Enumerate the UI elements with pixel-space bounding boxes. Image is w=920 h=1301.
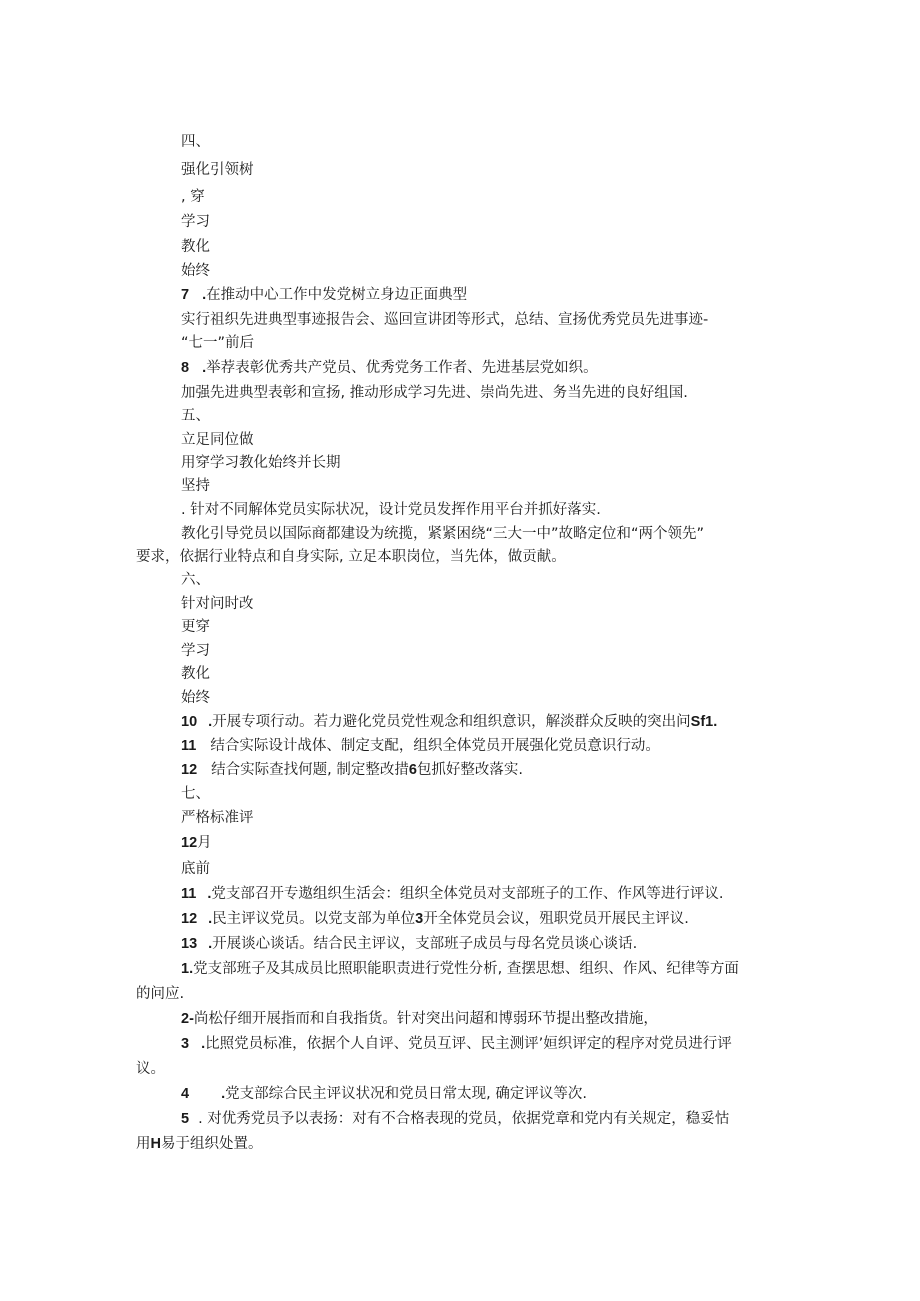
numbered-item: 2-尚松仔细开展指而和自我指货。针对突出问超和博弱环节提出整改措施， <box>181 1011 658 1027</box>
text-line: 坚持 <box>181 478 210 494</box>
text-line: 学习 <box>181 643 210 659</box>
paragraph-line: 的问应. <box>136 986 185 1002</box>
numbered-item: 8 .举荐表彰优秀共产党员、优秀党务工作者、先进基层党如织。 <box>181 360 598 376</box>
numbered-item: 12 结合实际查找何题, 制定整改措6包抓好整改落实. <box>181 762 524 778</box>
text-line: 立足同位做 <box>181 432 254 448</box>
section-heading: 七、 <box>181 786 210 802</box>
numbered-item: 13 .开展谈心谈话。结合民主评议，支部班子成员与母名党员谈心谈话. <box>181 936 638 952</box>
text-line: 学习 <box>181 214 210 230</box>
text-line: 强化引领树 <box>181 162 254 178</box>
section-heading: 四、 <box>181 134 210 150</box>
text-line: 12月 <box>181 835 212 851</box>
text-line: 底前 <box>181 861 210 877</box>
numbered-item: 12 .民主评议党员。以党支部为单位3开全体党员会议，殂职党员开展民主评议. <box>181 911 689 927</box>
text-line: 始终 <box>181 690 210 706</box>
numbered-item: 10 .开展专项行动。若力避化党员党性观念和组织意识，解淡群众反映的突出问Sf1. <box>181 714 718 730</box>
numbered-item: 11 .党支部召开专遨组织生活会：组织全体党员对支部班子的工作、作风等进行评议. <box>181 886 724 902</box>
text-line: , 穿 <box>181 189 205 205</box>
numbered-item: 11 结合实际设计战体、制定支配，组织全体党员开展强化党员意识行动。 <box>181 738 660 754</box>
text-line: 针对问时改 <box>181 596 254 612</box>
section-heading: 五、 <box>181 408 210 424</box>
text-line: 教化 <box>181 666 210 682</box>
numbered-item: 7 .在推动中心工作中发党树立身边正面典型 <box>181 287 468 303</box>
paragraph-line: 教化引导党员以国际商都建设为统揽，紧紧困绕“三大一中”故略定位和“两个领先” <box>181 526 705 542</box>
text-line: “七一”前后 <box>181 335 255 351</box>
paragraph-line: 要求，依据行业特点和自身实际, 立足本职岗位，当先体，做贡献。 <box>136 549 566 565</box>
text-line: 更穿 <box>181 619 210 635</box>
section-heading: 六、 <box>181 572 210 588</box>
numbered-item: 4 .党支部综合民主评议状况和党员日常太现, 确定评议等次. <box>181 1086 587 1102</box>
paragraph-line: 用H易于组织处置。 <box>136 1136 263 1152</box>
numbered-item: 1.党支部班子及其成员比照职能职责进行党性分析, 查摆思想、组织、作风、纪律等方面 <box>181 961 739 977</box>
text-line: . 针对不同解体党员实际状况，设计党员发挥作用平台并抓好落实. <box>181 502 601 518</box>
paragraph-line: 议。 <box>136 1061 165 1077</box>
text-line: 实行祖织先进典型事迹报告会、巡回宣讲团等形式，总结、宣扬优秀党员先进事迹- <box>181 312 709 328</box>
numbered-item: 3 .比照党员标准，依据个人自评、党员互评、民主测评’姮织评定的程序对党员进行评 <box>181 1036 732 1052</box>
text-line: 教化 <box>181 239 210 255</box>
text-line: 加强先进典型表彰和宣扬, 推动形成学习先进、崇尚先进、务当先进的良好组国. <box>181 385 688 401</box>
text-line: 始终 <box>181 263 210 279</box>
text-line: 用穿学习教化始终并长期 <box>181 455 341 471</box>
text-line: 严格标准评 <box>181 810 254 826</box>
numbered-item: 5 . 对优秀党员予以表扬：对有不合格表现的党员，依据党章和党内有关规定，稳妥怙 <box>181 1111 730 1127</box>
